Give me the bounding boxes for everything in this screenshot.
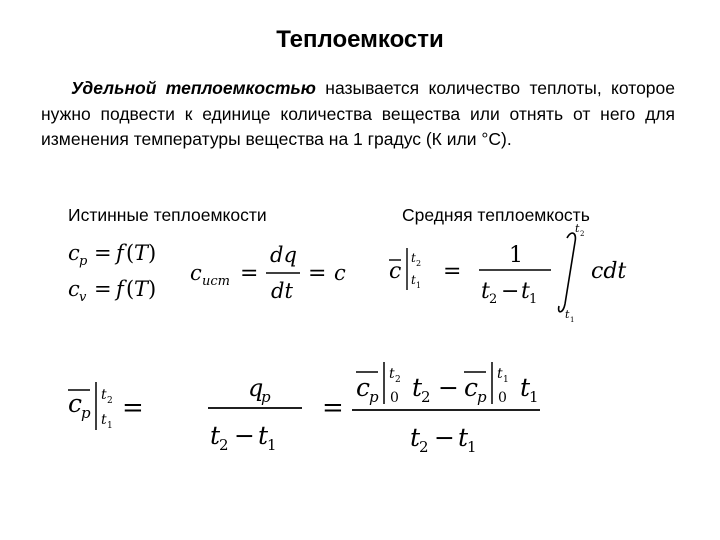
svg-text:t: t bbox=[565, 308, 570, 321]
formula-cp bbox=[68, 241, 156, 269]
svg-text:0: 0 bbox=[498, 390, 507, 406]
svg-text:c: c bbox=[356, 373, 371, 402]
svg-text:dq: dq bbox=[270, 243, 297, 267]
svg-text:=: = bbox=[94, 241, 112, 265]
svg-text:c: c bbox=[190, 261, 202, 285]
svg-text:−: − bbox=[438, 373, 459, 402]
svg-text:t: t bbox=[258, 421, 269, 450]
svg-text:t: t bbox=[575, 222, 580, 235]
svg-text:p: p bbox=[477, 388, 487, 406]
svg-text:t: t bbox=[520, 373, 531, 402]
svg-text:2: 2 bbox=[107, 396, 113, 406]
svg-text:2: 2 bbox=[580, 230, 585, 238]
svg-text:c: c bbox=[334, 261, 346, 285]
svg-text:t: t bbox=[411, 251, 416, 265]
formula-mean-cp-lhs bbox=[68, 382, 113, 431]
definition-text: называется количество теплоты, которое нужно подвести к единице количества вещества или отнять от него для изменения температуры вещества на 1 градус (К или °С). bbox=[41, 78, 675, 149]
svg-text:t: t bbox=[497, 366, 503, 382]
svg-text:0: 0 bbox=[390, 390, 399, 406]
svg-text:p: p bbox=[369, 388, 379, 406]
formula-mean-heat-capacity bbox=[385, 218, 655, 326]
svg-text:t: t bbox=[521, 279, 530, 304]
svg-text:(: ( bbox=[126, 241, 135, 265]
svg-text:−: − bbox=[234, 421, 255, 450]
svg-text:2: 2 bbox=[489, 292, 498, 307]
svg-text:f: f bbox=[116, 241, 124, 265]
svg-text:c: c bbox=[389, 259, 402, 284]
formula-mean-cp bbox=[60, 352, 660, 462]
formula-mean-cp-ratio bbox=[208, 374, 302, 454]
svg-text:t: t bbox=[458, 423, 469, 452]
svg-text:1: 1 bbox=[529, 388, 539, 406]
svg-text:): ) bbox=[148, 241, 157, 265]
svg-text:T: T bbox=[134, 241, 149, 265]
svg-text:1: 1 bbox=[107, 421, 113, 431]
svg-text:f: f bbox=[116, 277, 124, 301]
svg-text:t: t bbox=[481, 279, 490, 304]
formula-cv bbox=[68, 277, 156, 305]
svg-text:=: = bbox=[94, 277, 112, 301]
svg-text:1: 1 bbox=[529, 292, 538, 307]
svg-text:t: t bbox=[210, 421, 221, 450]
svg-text:v: v bbox=[79, 290, 87, 305]
svg-text:2: 2 bbox=[395, 375, 401, 385]
svg-text:t: t bbox=[389, 366, 395, 382]
svg-text:c: c bbox=[68, 241, 80, 265]
svg-text:t: t bbox=[412, 373, 423, 402]
svg-text:dt: dt bbox=[271, 279, 293, 303]
svg-text:T: T bbox=[134, 277, 149, 301]
svg-text:): ) bbox=[148, 277, 157, 301]
svg-text:1: 1 bbox=[570, 316, 575, 324]
svg-text:c: c bbox=[68, 389, 83, 418]
svg-text:(: ( bbox=[126, 277, 135, 301]
svg-text:p: p bbox=[81, 404, 91, 422]
svg-text:2: 2 bbox=[419, 438, 429, 456]
svg-text:t: t bbox=[410, 423, 421, 452]
svg-text:=: = bbox=[443, 259, 462, 284]
svg-text:cdt: cdt bbox=[591, 259, 627, 284]
svg-text:c: c bbox=[464, 373, 479, 402]
svg-text:=: = bbox=[122, 393, 144, 423]
svg-text:=: = bbox=[322, 393, 344, 423]
svg-text:1: 1 bbox=[503, 375, 509, 385]
svg-text:t: t bbox=[101, 412, 107, 428]
svg-text:c: c bbox=[68, 277, 80, 301]
svg-text:p: p bbox=[261, 388, 271, 406]
formula-cp-cv-function bbox=[60, 230, 190, 310]
definition-paragraph bbox=[41, 76, 675, 153]
svg-text:p: p bbox=[79, 254, 88, 269]
svg-text:1: 1 bbox=[416, 281, 422, 290]
svg-text:2: 2 bbox=[219, 436, 229, 454]
label-mean-heat-capacity: Средняя теплоемкость bbox=[402, 205, 590, 225]
svg-text:t: t bbox=[411, 273, 416, 287]
svg-text:2: 2 bbox=[416, 259, 422, 268]
svg-text:1: 1 bbox=[467, 438, 477, 456]
svg-text:2: 2 bbox=[421, 388, 431, 406]
svg-text:−: − bbox=[434, 423, 455, 452]
svg-text:=: = bbox=[308, 261, 327, 286]
svg-text:−: − bbox=[501, 279, 520, 304]
svg-text:=: = bbox=[240, 261, 259, 286]
svg-text:ист: ист bbox=[202, 274, 230, 289]
formula-true-heat-capacity bbox=[188, 230, 368, 310]
slide-title: Теплоемкости bbox=[276, 26, 444, 53]
definition-term: Удельной теплоемкостью bbox=[71, 78, 316, 98]
svg-text:1: 1 bbox=[509, 243, 523, 268]
label-true-heat-capacities: Истинные теплоемкости bbox=[68, 205, 267, 225]
svg-text:q: q bbox=[248, 374, 264, 402]
svg-text:1: 1 bbox=[267, 436, 277, 454]
svg-text:t: t bbox=[101, 387, 107, 403]
formula-mean-cp-difference bbox=[352, 362, 540, 456]
